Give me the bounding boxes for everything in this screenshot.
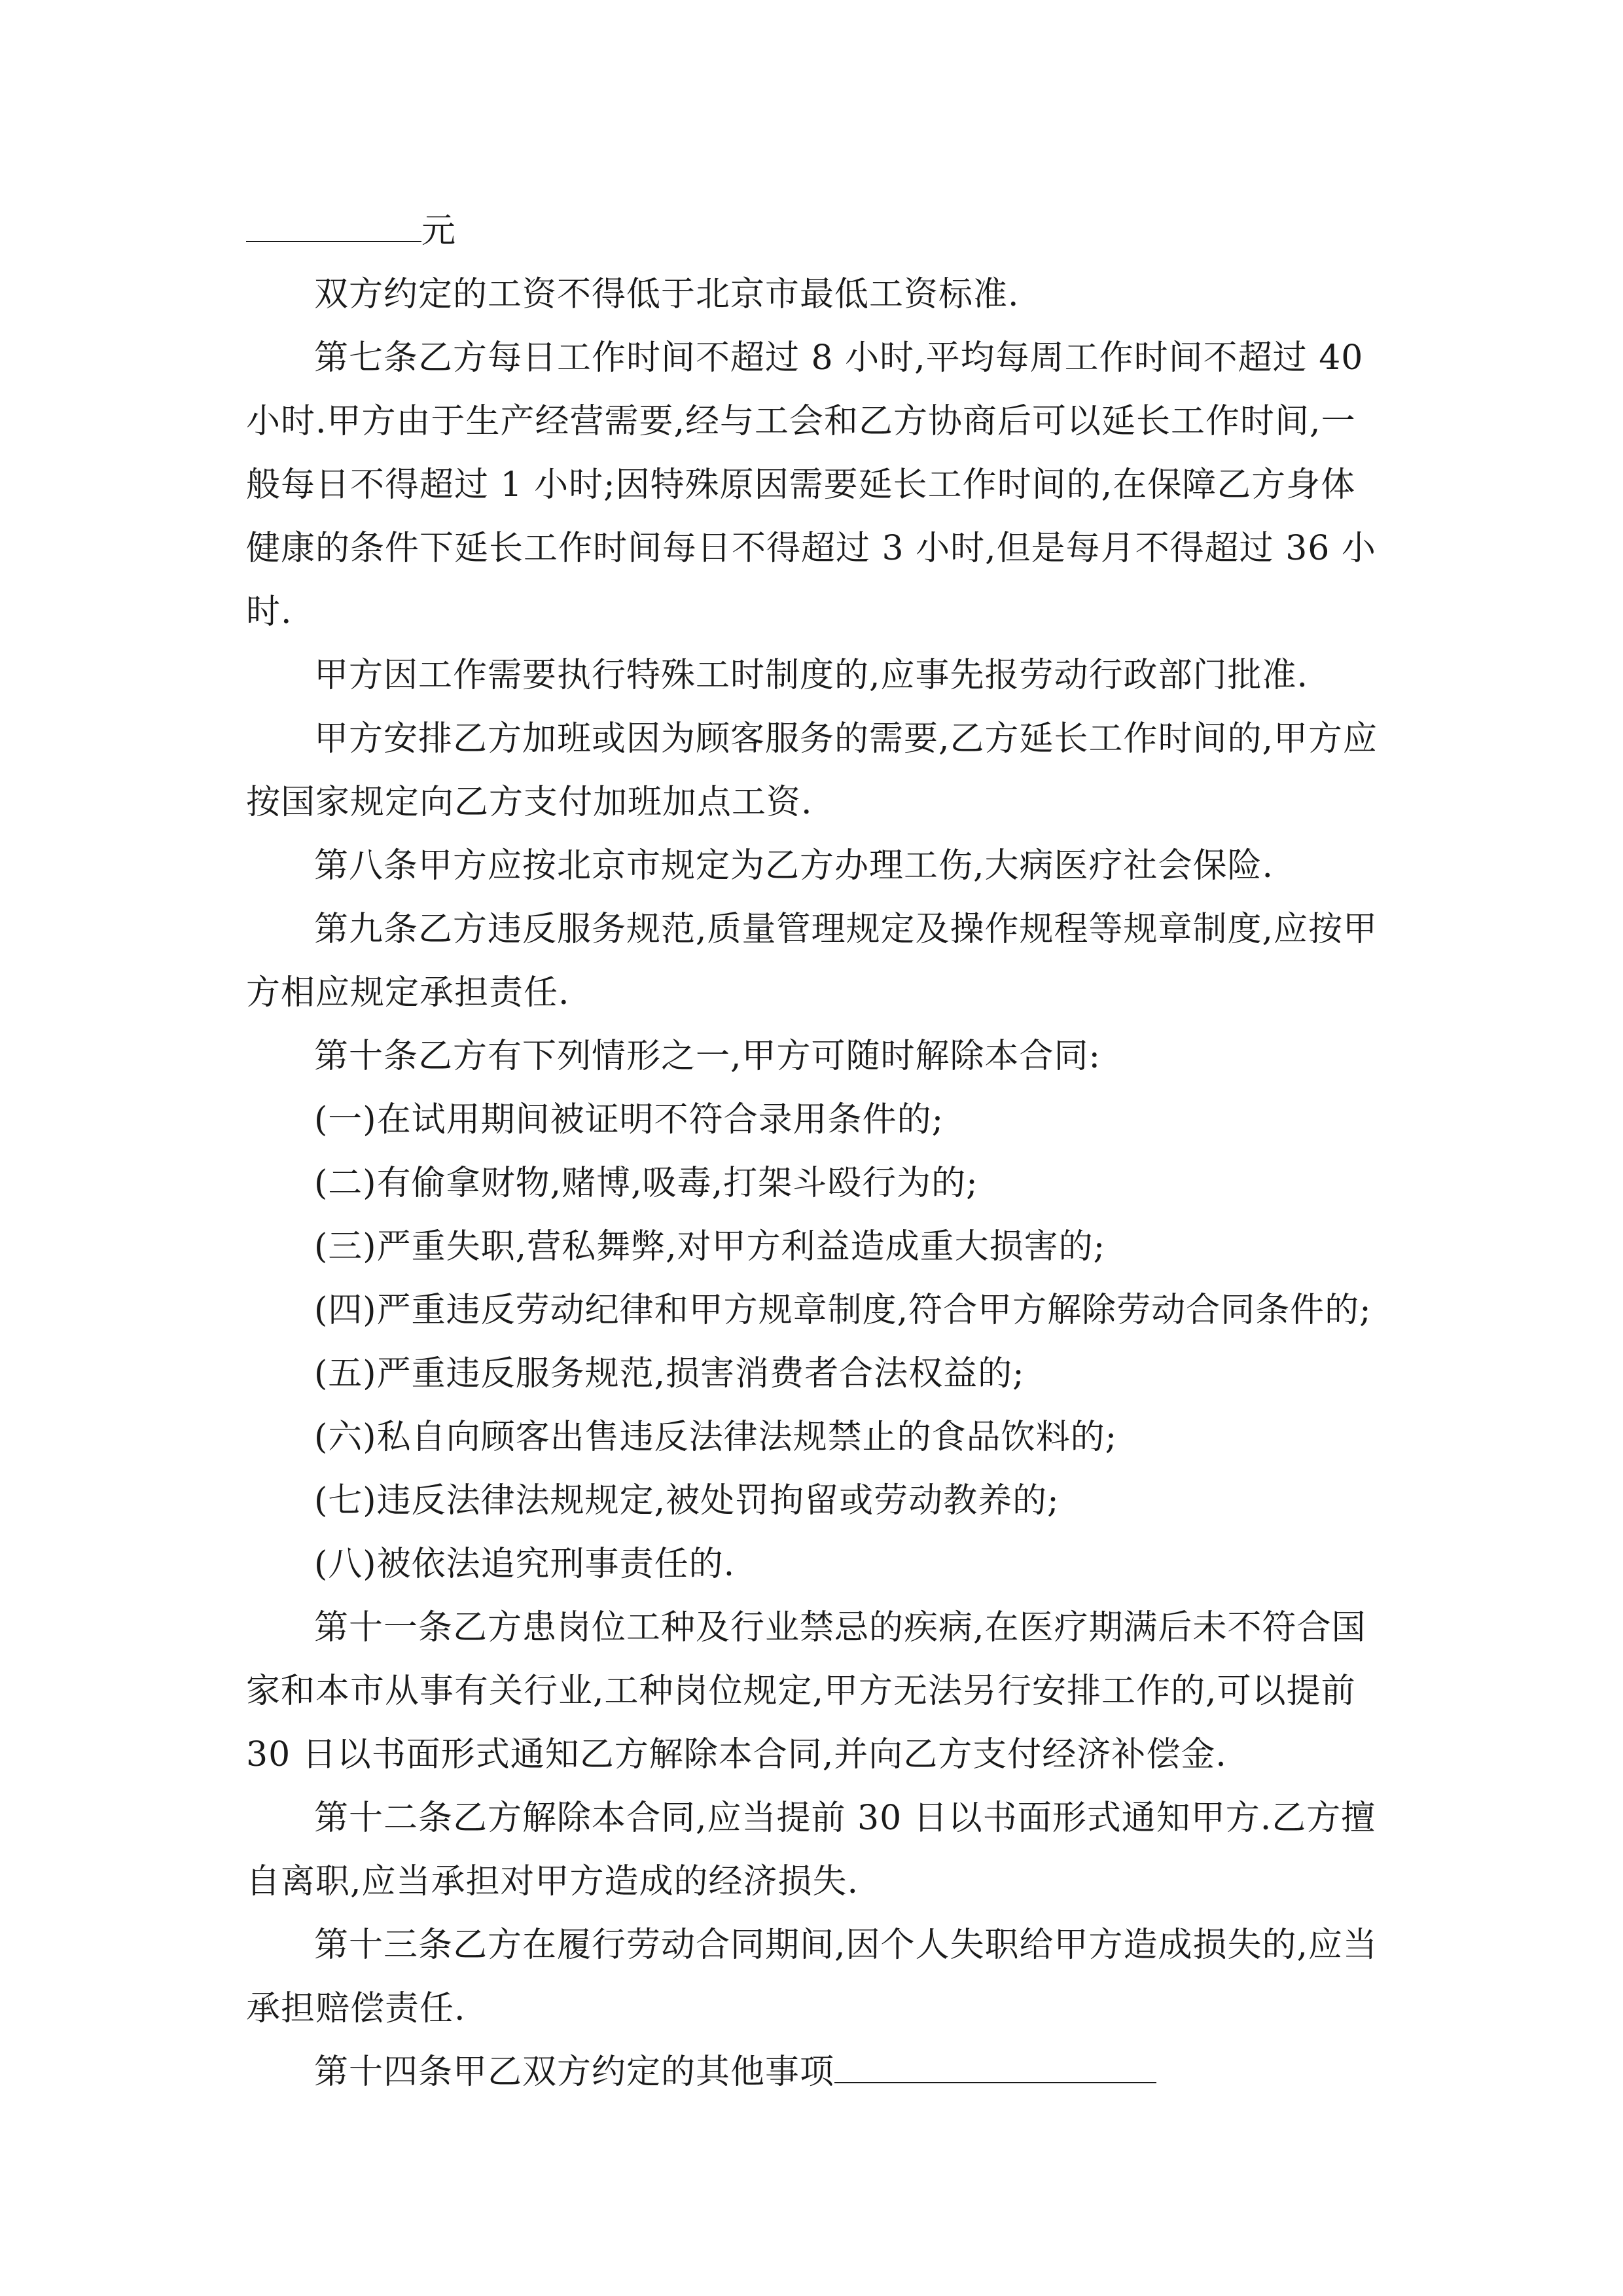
list-item-article-10-2: (二)有偷拿财物,赌博,吸毒,打架斗殴行为的;	[314, 1164, 978, 1203]
paragraph-article-11: 第十一条乙方患岗位工种及行业禁忌的疾病,在医疗期满后未不符合国家和本市从事有关行业,工种岗位规定,甲方无法另行安排工作的,可以提前 30 日以书面形式通知乙方解除本合同,并向乙方支付经济补偿金.	[246, 1608, 1366, 1774]
list-item-article-10-1: (一)在试用期间被证明不符合录用条件的;	[314, 1100, 944, 1139]
paragraph-article-13: 第十三条乙方在履行劳动合同期间,因个人失职给甲方造成损失的,应当承担赔偿责任.	[246, 1926, 1378, 2028]
list-item-article-10-7: (七)违反法律法规规定,被处罚拘留或劳动教养的;	[314, 1481, 1060, 1520]
salary-line	[246, 200, 1378, 263]
paragraph-article-10: 第十条乙方有下列情形之一,甲方可随时解除本合同:	[314, 1037, 1101, 1076]
salary-unit: 元	[421, 211, 457, 251]
paragraph-article-7: 第七条乙方每日工作时间不超过 8 小时,平均每周工作时间不超过 40 小时.甲方由于生产经营需要,经与工会和乙方协商后可以延长工作时间,一般每日不得超过 1 小时;因特殊原因需要延长工作时间的,在保障乙方身体健康的条件下延长工作时间每日不得超过 3 小时,但是每月不得超过 36 小时.	[246, 338, 1376, 632]
paragraph-special-hours: 甲方因工作需要执行特殊工时制度的,应事先报劳动行政部门批准.	[314, 656, 1309, 695]
paragraph-min-wage: 双方约定的工资不得低于北京市最低工资标准.	[314, 275, 1020, 314]
paragraph-article-12: 第十二条乙方解除本合同,应当提前 30 日以书面形式通知甲方.乙方擅自离职,应当承担对甲方造成的经济损失.	[246, 1799, 1376, 1901]
list-item-article-10-6: (六)私自向顾客出售违反法律法规禁止的食品饮料的;	[314, 1418, 1118, 1457]
document-body	[246, 200, 1378, 2104]
paragraph-article-8: 第八条甲方应按北京市规定为乙方办理工伤,大病医疗社会保险.	[314, 846, 1274, 886]
list-item-article-10-5: (五)严重违反服务规范,损害消费者合法权益的;	[314, 1354, 1025, 1393]
paragraph-article-14	[246, 2041, 1378, 2104]
list-item-article-10-4: (四)严重违反劳动纪律和甲方规章制度,符合甲方解除劳动合同条件的;	[314, 1291, 1372, 1330]
list-item-article-10-8: (八)被依法追究刑事责任的.	[314, 1545, 736, 1584]
paragraph-overtime: 甲方安排乙方加班或因为顾客服务的需要,乙方延长工作时间的,甲方应按国家规定向乙方支付加班加点工资.	[246, 719, 1378, 822]
article-14-text: 第十四条甲乙双方约定的其他事项	[314, 2053, 835, 2092]
paragraph-article-9: 第九条乙方违反服务规范,质量管理规定及操作规程等规章制度,应按甲方相应规定承担责任.	[246, 910, 1378, 1013]
list-item-article-10-3: (三)严重失职,营私舞弊,对甲方利益造成重大损害的;	[314, 1227, 1106, 1266]
other-matters-blank	[834, 2043, 1156, 2083]
salary-blank	[246, 202, 421, 242]
